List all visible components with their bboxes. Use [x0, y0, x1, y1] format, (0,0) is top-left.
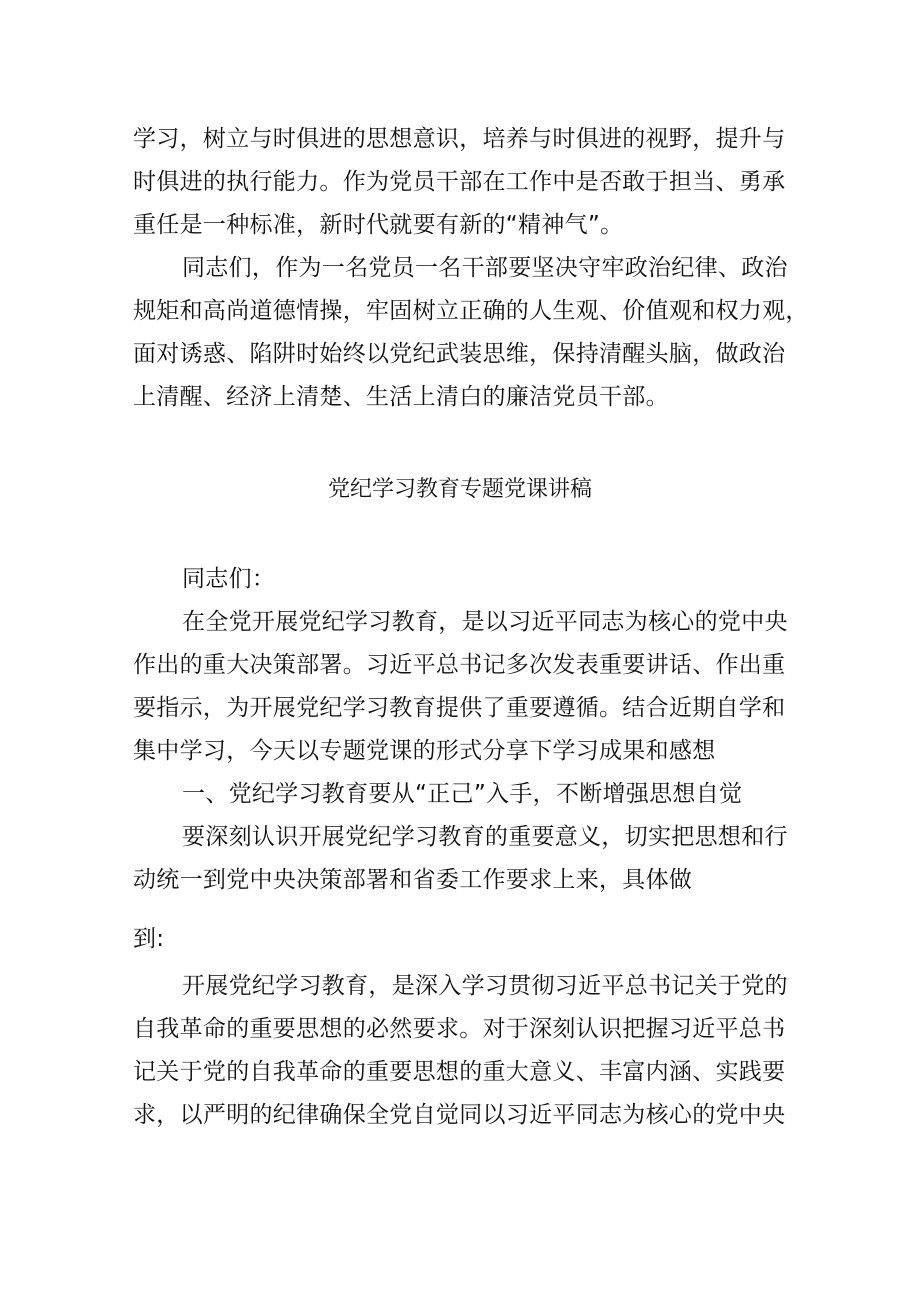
text-line: 面对诱惑、陷阱时始终以党纪武装思维，保持清醒头脑，做政治 [133, 341, 786, 367]
text-line: 要指示，为开展党纪学习教育提供了重要遵循。结合近期自学和 [133, 695, 786, 721]
text-line: 作出的重大决策部署。习近平总书记多次发表重要讲话、作出重 [133, 652, 786, 678]
text-line: 自我革命的重要思想的必然要求。对于深刻认识把握习近平总书 [133, 1016, 786, 1042]
text-line: 集中学习，今天以专题党课的形式分享下学习成果和感想 [133, 738, 716, 764]
text-line: 规矩和高尚道德情操，牢固树立正确的人生观、价值观和权力观， [133, 298, 809, 324]
text-line: 到: [133, 926, 165, 952]
text-line: 动统一到党中央决策部署和省委工作要求上来，具体做 [133, 867, 693, 893]
text-line: 同志们，作为一名党员一名干部要坚决守牢政治纪律、政治 [182, 255, 788, 281]
text-line: 求，以严明的纪律确保全党自觉同以习近平同志为核心的党中央 [133, 1102, 786, 1128]
text-line: 上清醒、经济上清楚、生活上清白的廉洁党员干部。 [133, 384, 669, 410]
text-line: 开展党纪学习教育，是深入学习贯彻习近平总书记关于党的 [182, 973, 788, 999]
text-line: 时俱进的执行能力。作为党员干部在工作中是否敢于担当、勇承 [133, 169, 786, 195]
text-line: 重任是一种标准，新时代就要有新的“精神气”。 [133, 212, 624, 238]
text-line: 记关于党的自我革命的重要思想的重大意义、丰富内涵、实践要 [133, 1059, 786, 1085]
salutation: 同志们： [182, 566, 276, 592]
section-heading: 一、党纪学习教育要从“正己”入手，不断增强思想自觉 [182, 781, 743, 807]
text-line: 在全党开展党纪学习教育，是以习近平同志为核心的党中央 [182, 609, 788, 635]
section-title: 党纪学习教育专题党课讲稿 [327, 477, 592, 502]
text-line: 要深刻认识开展党纪学习教育的重要意义，切实把思想和行 [182, 824, 788, 850]
text-line: 学习，树立与时俱进的思想意识，培养与时俱进的视野，提升与 [133, 126, 786, 152]
